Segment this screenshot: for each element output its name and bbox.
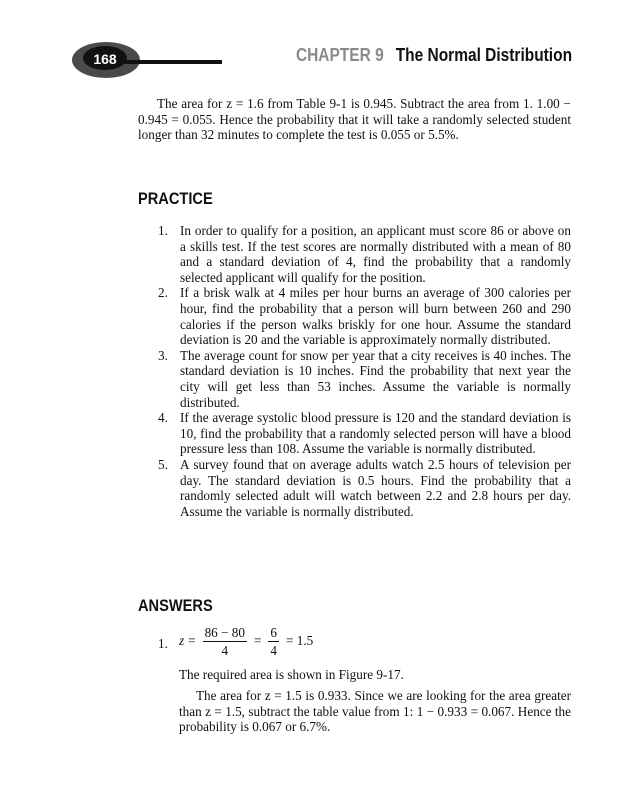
item-text: If a brisk walk at 4 miles per hour burns an average of 300 calories per hour, find the probability that a person will burn between 260 and 290 calories if the person walks briskly for one hour. Assume the standard deviation is 20 and the variable is approximately normally distributed. xyxy=(180,285,571,348)
practice-item xyxy=(158,457,571,519)
answer-number: 1. xyxy=(158,636,168,651)
header-rule xyxy=(118,60,222,64)
practice-item xyxy=(158,410,571,457)
chapter-label: CHAPTER 9 xyxy=(295,45,384,65)
fraction-2-numerator: 6 xyxy=(270,624,278,640)
fraction-2 xyxy=(268,625,279,658)
item-number: 2. xyxy=(158,285,168,301)
fraction-1-numerator: 86 − 80 xyxy=(204,624,245,640)
intro-paragraph: The area for z = 1.6 from Table 9-1 is 0.945. Subtract the area from 1. 1.00 − 0.945 = 0.055. Hence the probability that it will take a randomly selected student longer than 32 minutes to complete the test is 0.055 or 5.5%. xyxy=(138,96,571,143)
page-number: 168 xyxy=(93,51,117,67)
item-text: If the average systolic blood pressure is 120 and the standard deviation is 10, find the probability that a randomly selected person will have a blood pressure less than 108. Assume the variable is normally distributed. xyxy=(180,410,571,457)
fraction-2-denominator: 4 xyxy=(270,642,278,658)
z-variable: z xyxy=(179,633,185,648)
item-number: 3. xyxy=(158,347,168,363)
z-score-formula xyxy=(179,622,313,660)
answer-explanation: The area for z = 1.5 is 0.933. Since we are looking for the area greater than z = 1.5, subtract the table value from 1: 1 − 0.933 = 0.067. Hence the probability is 0.067 or 6.7%. xyxy=(179,688,571,735)
practice-item xyxy=(158,223,571,285)
fraction-1-denominator: 4 xyxy=(221,642,229,658)
item-number: 1. xyxy=(158,223,168,238)
chapter-title: The Normal Distribution xyxy=(395,45,572,65)
practice-item xyxy=(158,348,571,410)
answer-figure-reference: The required area is shown in Figure 9-17. xyxy=(179,667,404,682)
practice-list xyxy=(158,223,571,519)
running-header xyxy=(296,45,572,66)
result: = 1.5 xyxy=(286,633,314,648)
item-text: The average count for snow per year that a city receives is 40 inches. The standard deviation is 10 inches. Find the probability that next year the city will get less than 53 inches. Assume the variable is normally distributed. xyxy=(180,347,571,410)
equals-sign: = xyxy=(253,633,262,648)
item-text: In order to qualify for a position, an applicant must score 86 or above on a skills test. If the test scores are normally distributed with a mean of 80 and a standard deviation of 4, find the probability that a randomly selected applicant will qualify for the position. xyxy=(180,223,571,285)
answers-heading: ANSWERS xyxy=(138,596,213,615)
practice-item xyxy=(158,285,571,347)
fraction-1 xyxy=(203,625,247,658)
practice-heading: PRACTICE xyxy=(138,189,213,208)
item-number: 5. xyxy=(158,456,168,472)
equals-sign: = xyxy=(188,633,196,648)
item-number: 4. xyxy=(158,410,168,426)
item-text: A survey found that on average adults watch 2.5 hours of television per day. The standard deviation is 0.5 hours. Find the probability that a randomly selected adult will watch between 2.2 and 2.8 hours per day. Assume the variable is normally distributed. xyxy=(180,456,571,519)
